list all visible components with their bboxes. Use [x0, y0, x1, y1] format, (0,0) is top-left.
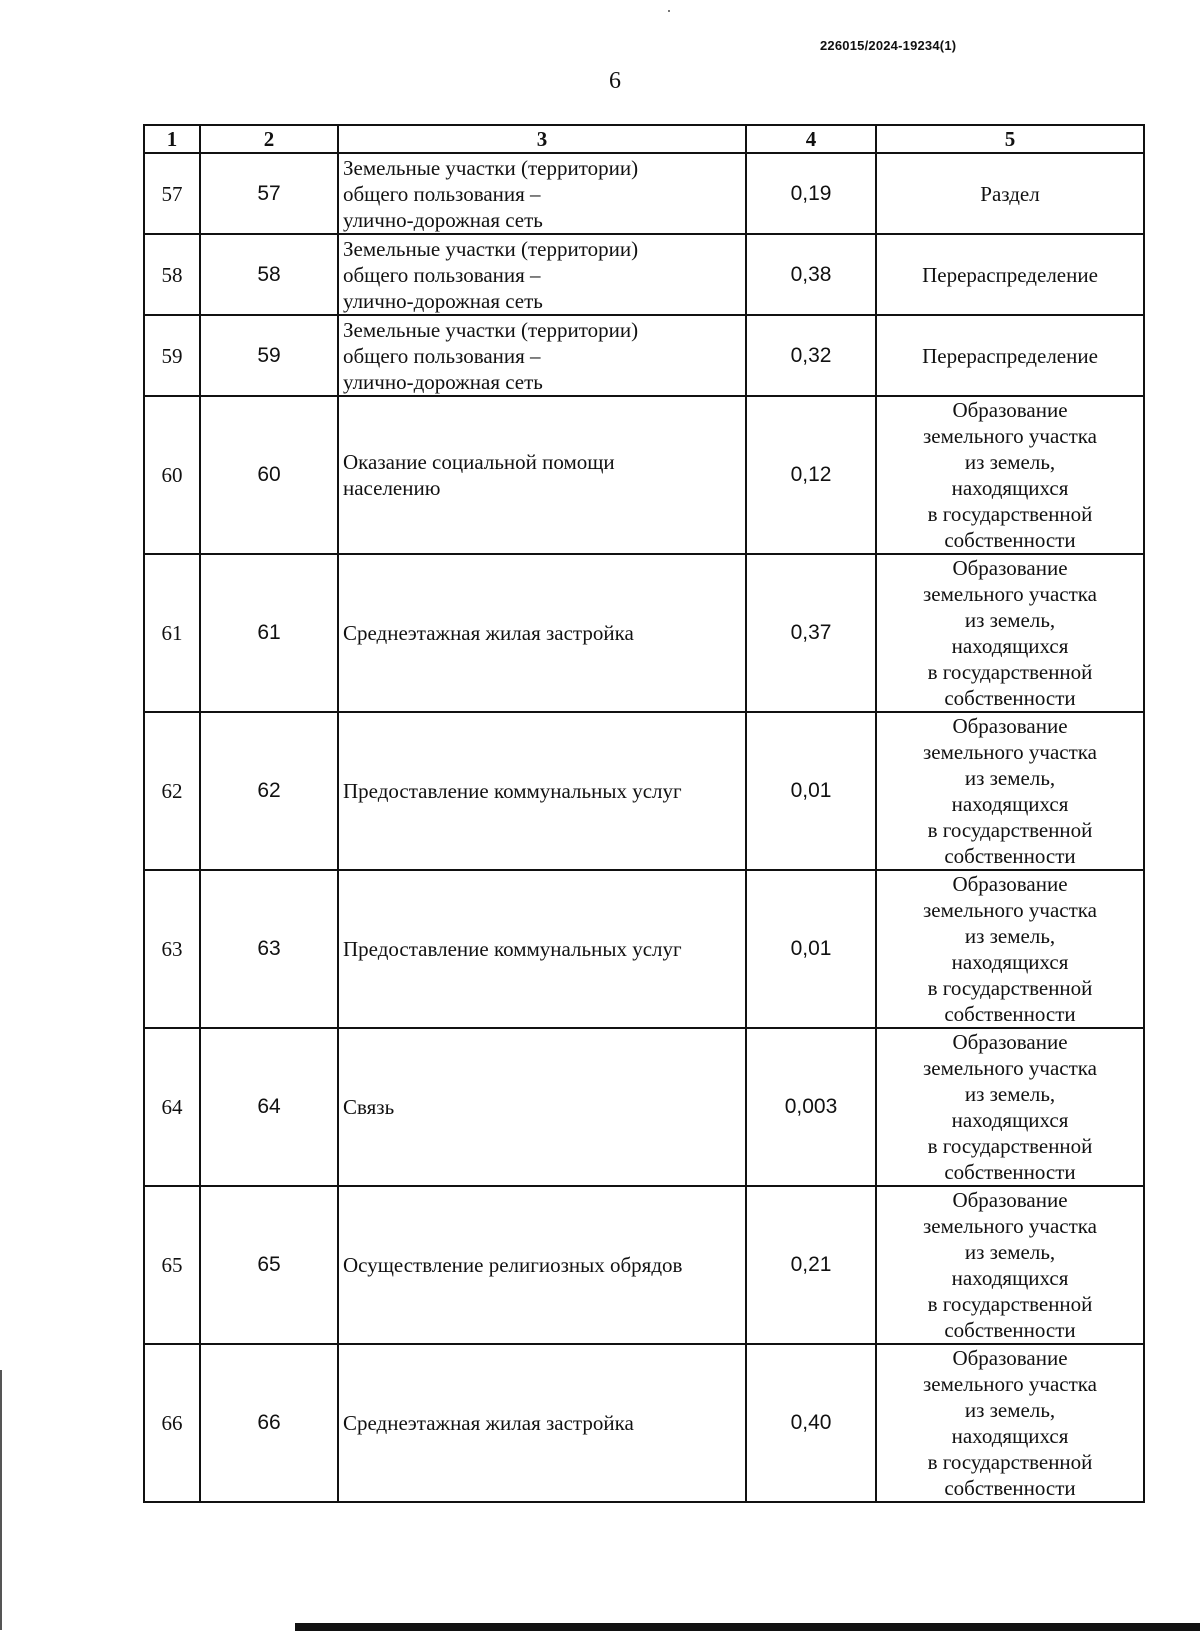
- formation-method-line: в государственной: [927, 1450, 1093, 1474]
- formation-method-line: собственности: [944, 1160, 1076, 1184]
- column-header-4: 4: [746, 125, 876, 153]
- area-cell: 0,01: [746, 870, 876, 1028]
- row-number-cell: 62: [144, 712, 200, 870]
- permitted-use-line: Оказание социальной помощи: [343, 450, 615, 474]
- formation-method-cell: [876, 315, 1144, 396]
- formation-method-line: земельного участка: [923, 1214, 1097, 1238]
- formation-method-line: в государственной: [927, 660, 1093, 684]
- permitted-use-line: Земельные участки (территории): [343, 155, 639, 180]
- formation-method-line: находящихся: [951, 1108, 1069, 1132]
- permitted-use-cell: [338, 234, 746, 315]
- permitted-use-line: Осуществление религиозных обрядов: [343, 1253, 683, 1277]
- formation-method-line: Образование: [952, 1346, 1068, 1370]
- formation-method-line: собственности: [944, 1002, 1076, 1026]
- formation-method-line: Образование: [952, 1188, 1068, 1212]
- plot-number-cell: 64: [200, 1028, 338, 1186]
- formation-method-cell: [876, 153, 1144, 234]
- formation-method-line: Образование: [952, 556, 1068, 580]
- plot-number-cell: 61: [200, 554, 338, 712]
- area-cell: 0,37: [746, 554, 876, 712]
- permitted-use-line: улично-дорожная сеть: [343, 207, 543, 232]
- area-cell: 0,003: [746, 1028, 876, 1186]
- permitted-use-cell: [338, 1028, 746, 1186]
- permitted-use-cell: [338, 1344, 746, 1502]
- formation-method-line: земельного участка: [923, 1056, 1097, 1080]
- formation-method-line: собственности: [944, 528, 1076, 552]
- formation-method-line: из земель,: [964, 450, 1056, 474]
- document-id: 226015/2024-19234(1): [820, 38, 957, 53]
- plot-number-cell: 65: [200, 1186, 338, 1344]
- formation-method-line: Перераспределение: [922, 343, 1098, 368]
- plot-number-cell: 63: [200, 870, 338, 1028]
- table-body: [144, 153, 1144, 1502]
- formation-method-line: земельного участка: [923, 740, 1097, 764]
- permitted-use-line: населению: [343, 476, 441, 500]
- row-number-cell: 57: [144, 153, 200, 234]
- column-header-1: 1: [144, 125, 200, 153]
- formation-method-cell: [876, 1028, 1144, 1186]
- row-number-cell: 59: [144, 315, 200, 396]
- permitted-use-line: Связь: [343, 1095, 395, 1119]
- area-cell: 0,01: [746, 712, 876, 870]
- permitted-use-line: Предоставление коммунальных услуг: [343, 779, 682, 803]
- formation-method-line: находящихся: [951, 792, 1069, 816]
- permitted-use-line: Земельные участки (территории): [343, 317, 639, 342]
- formation-method-cell: [876, 1344, 1144, 1502]
- permitted-use-line: общего пользования –: [343, 262, 541, 287]
- formation-method-line: находящихся: [951, 1424, 1069, 1448]
- area-cell: 0,32: [746, 315, 876, 396]
- formation-method-cell: [876, 1186, 1144, 1344]
- formation-method-line: находящихся: [951, 1266, 1069, 1290]
- formation-method-line: в государственной: [927, 818, 1093, 842]
- formation-method-line: Образование: [952, 1030, 1068, 1054]
- permitted-use-line: общего пользования –: [343, 181, 541, 206]
- formation-method-cell: [876, 554, 1144, 712]
- permitted-use-cell: [338, 712, 746, 870]
- area-cell: 0,21: [746, 1186, 876, 1344]
- permitted-use-line: Среднеэтажная жилая застройка: [343, 1411, 634, 1435]
- table-header-row: [144, 125, 1144, 153]
- formation-method-line: земельного участка: [923, 424, 1097, 448]
- formation-method-line: собственности: [944, 1318, 1076, 1342]
- plot-number-cell: 62: [200, 712, 338, 870]
- area-cell: 0,40: [746, 1344, 876, 1502]
- scan-speck: [668, 10, 670, 12]
- table-row: [144, 712, 1144, 870]
- column-header-5: 5: [876, 125, 1144, 153]
- scan-bottom-bar: [295, 1623, 1200, 1631]
- permitted-use-line: Предоставление коммунальных услуг: [343, 937, 682, 961]
- table-row: [144, 315, 1144, 396]
- permitted-use-cell: [338, 554, 746, 712]
- formation-method-line: земельного участка: [923, 582, 1097, 606]
- permitted-use-cell: [338, 396, 746, 554]
- formation-method-line: из земель,: [964, 1398, 1056, 1422]
- row-number-cell: 64: [144, 1028, 200, 1186]
- formation-method-line: собственности: [944, 844, 1076, 868]
- permitted-use-cell: [338, 870, 746, 1028]
- formation-method-line: Образование: [952, 398, 1068, 422]
- permitted-use-cell: [338, 153, 746, 234]
- formation-method-line: из земель,: [964, 1082, 1056, 1106]
- permitted-use-cell: [338, 315, 746, 396]
- formation-method-line: в государственной: [927, 502, 1093, 526]
- table-row: [144, 870, 1144, 1028]
- formation-method-line: из земель,: [964, 766, 1056, 790]
- table-row: [144, 234, 1144, 315]
- plot-number-cell: 66: [200, 1344, 338, 1502]
- table-row: [144, 1344, 1144, 1502]
- plot-number-cell: 60: [200, 396, 338, 554]
- column-header-3: 3: [338, 125, 746, 153]
- formation-method-line: находящихся: [951, 950, 1069, 974]
- formation-method-line: в государственной: [927, 1292, 1093, 1316]
- formation-method-line: находящихся: [951, 634, 1069, 658]
- permitted-use-line: общего пользования –: [343, 343, 541, 368]
- formation-method-line: из земель,: [964, 608, 1056, 632]
- row-number-cell: 58: [144, 234, 200, 315]
- row-number-cell: 60: [144, 396, 200, 554]
- formation-method-cell: [876, 234, 1144, 315]
- permitted-use-line: Среднеэтажная жилая застройка: [343, 621, 634, 645]
- page-number: 6: [609, 68, 621, 94]
- permitted-use-cell: [338, 1186, 746, 1344]
- formation-method-line: из земель,: [964, 1240, 1056, 1264]
- plot-number-cell: 57: [200, 153, 338, 234]
- formation-method-line: Образование: [952, 872, 1068, 896]
- table-row: [144, 396, 1144, 554]
- formation-method-line: Образование: [952, 714, 1068, 738]
- column-header-2: 2: [200, 125, 338, 153]
- permitted-use-line: Земельные участки (территории): [343, 236, 639, 261]
- formation-method-cell: [876, 712, 1144, 870]
- row-number-cell: 66: [144, 1344, 200, 1502]
- area-cell: 0,38: [746, 234, 876, 315]
- formation-method-line: Раздел: [980, 181, 1040, 206]
- table-row: [144, 153, 1144, 234]
- formation-method-cell: [876, 870, 1144, 1028]
- formation-method-line: в государственной: [927, 1134, 1093, 1158]
- permitted-use-line: улично-дорожная сеть: [343, 369, 543, 394]
- table-row: [144, 1028, 1144, 1186]
- row-number-cell: 63: [144, 870, 200, 1028]
- plot-number-cell: 59: [200, 315, 338, 396]
- plot-number-cell: 58: [200, 234, 338, 315]
- formation-method-line: находящихся: [951, 476, 1069, 500]
- scan-edge-line: [0, 1370, 2, 1630]
- formation-method-cell: [876, 396, 1144, 554]
- permitted-use-line: улично-дорожная сеть: [343, 288, 543, 313]
- formation-method-line: земельного участка: [923, 898, 1097, 922]
- area-cell: 0,12: [746, 396, 876, 554]
- formation-method-line: земельного участка: [923, 1372, 1097, 1396]
- row-number-cell: 65: [144, 1186, 200, 1344]
- formation-method-line: из земель,: [964, 924, 1056, 948]
- table-row: [144, 554, 1144, 712]
- formation-method-line: собственности: [944, 1476, 1076, 1500]
- formation-method-line: Перераспределение: [922, 262, 1098, 287]
- table-row: [144, 1186, 1144, 1344]
- land-plots-table: [143, 124, 1145, 1503]
- formation-method-line: собственности: [944, 686, 1076, 710]
- area-cell: 0,19: [746, 153, 876, 234]
- formation-method-line: в государственной: [927, 976, 1093, 1000]
- row-number-cell: 61: [144, 554, 200, 712]
